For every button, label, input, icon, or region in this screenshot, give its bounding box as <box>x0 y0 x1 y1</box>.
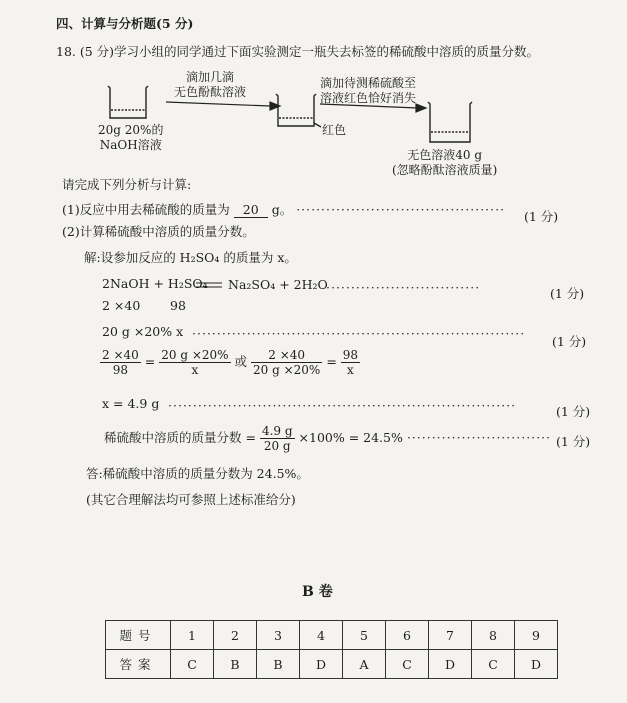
table-cell: 3 <box>257 621 300 650</box>
instructions: 请完成下列分析与计算: <box>62 177 192 192</box>
table-cell: 1 <box>171 621 214 650</box>
table-cell: 9 <box>515 621 558 650</box>
section-title: 四、计算与分析题(5 分) <box>56 16 194 31</box>
q1-answer-blank: 20 <box>234 202 268 218</box>
x-score: (1 分) <box>556 404 591 419</box>
table-cell: B <box>214 650 257 679</box>
step2-label: 滴加待测稀硫酸至 溶液红色恰好消失 <box>320 76 417 105</box>
equation-lhs: 2NaOH + H₂SO₄ <box>102 276 208 291</box>
problem-stem: 18. (5 分)学习小组的同学通过下面实验测定一瓶失去标签的稀硫酸中溶质的质量分数。 <box>56 44 540 59</box>
ratio-right: 98 <box>170 298 186 313</box>
section-b-title: B 卷 <box>302 584 333 600</box>
solution-setup: 解:设参加反应的 H₂SO₄ 的质量为 x。 <box>84 250 297 265</box>
equation-score: (1 分) <box>550 286 585 301</box>
table-cell: C <box>472 650 515 679</box>
beaker3-label: 无色溶液40 g (忽略酚酞溶液质量) <box>392 148 498 177</box>
beaker-naoh <box>108 86 148 118</box>
table-cell: C <box>171 650 214 679</box>
question-1: (1)反应中用去稀硫酸的质量为 20 g。 ·········································· <box>62 202 506 217</box>
table-cell: B <box>257 650 300 679</box>
equation-rhs: Na₂SO₄ + 2H₂O <box>228 277 328 292</box>
table-header-number: 题号 <box>106 621 171 650</box>
proportion-line: $\frac{2 \times 40}{98}$ = $\frac{20 g \times 20\%}{x}$ 或 $\frac{2 \times 40}{20 g \times 20\%}$ = $\frac{98}{x}$ <box>102 348 359 377</box>
table-cell: D <box>515 650 558 679</box>
q1-score: (1 分) <box>524 209 559 224</box>
beaker-colorless-solution <box>428 102 472 142</box>
values-line: 20 g ×20% x <box>102 324 184 339</box>
table-cell: C <box>386 650 429 679</box>
table-row <box>106 650 558 679</box>
table-header-answer: 答案 <box>106 650 171 679</box>
table-cell: D <box>429 650 472 679</box>
x-result: x = 4.9 g <box>102 396 160 411</box>
table-cell: 8 <box>472 621 515 650</box>
question-2: (2)计算稀硫酸中溶质的质量分数。 <box>62 224 255 239</box>
arrow-add-phenolphthalein <box>166 102 280 110</box>
mf-score: (1 分) <box>556 434 591 449</box>
step1-label: 滴加几滴 无色酚酞溶液 <box>174 70 247 99</box>
ratio-left: 2 ×40 <box>102 298 141 313</box>
beaker-red-solution <box>276 94 321 127</box>
table-cell: 2 <box>214 621 257 650</box>
beaker1-label: 20g 20%的 NaOH溶液 <box>98 123 164 152</box>
table-row <box>106 621 558 650</box>
answer-table <box>105 620 558 679</box>
beaker2-label: 红色 <box>322 123 347 137</box>
mass-fraction-line: 稀硫酸中溶质的质量分数 = $\frac{4.9 g}{20 g}$ ×100% = 24.5% ····························· <box>104 424 552 453</box>
grading-note: (其它合理解法均可参照上述标准给分) <box>86 492 296 507</box>
table-cell: A <box>343 650 386 679</box>
table-cell: 6 <box>386 621 429 650</box>
exam-answer-page: 四、计算与分析题(5 分) 18. (5 分)学习小组的同学通过下面实验测定一瓶失去标签的稀硫酸中溶质的质量分数。 滴加几滴 无色酚酞溶液 滴加待测稀硫酸至 溶液红色恰好消失 20g 20%的 NaOH溶液 红色 无色溶液40 g (忽略酚酞溶液质量) 请完成下列分析与计算: (1)反应中用去稀硫酸的质量为 20 g。 ·········································· (1 分) (2)计算稀硫酸中溶质的质量分数。 解:设参加反应的 H₂SO₄ 的质量为 x。 2NaOH + H₂SO₄ Na₂SO₄ + 2H₂O ······························· (1 分) 2 ×40 98 20 g ×20% x ··································································· (1 分) $\frac{2 \times 40}{98}$ = $\frac{20 g \times 20\%}{x}$ 或 $\frac{2 \times 40}{20 g \times 20\%}$ = $\frac{98}{x}$ x = 4.9 g ······································································ (1 分) 稀硫酸中溶质的质量分数 = $\frac{4.9 g}{20 g}$ ×100% = 24.5% ····························· (1 分) 答:稀硫酸中溶质的质量分数为 24.5%。 (其它合理解法均可参照上述标准给分) B 卷 题号 1 2 3 4 5 6 7 8 9 答案 C B B D A C D C D <box>0 0 627 703</box>
table-cell: 4 <box>300 621 343 650</box>
table-cell: 5 <box>343 621 386 650</box>
table-cell: D <box>300 650 343 679</box>
table-cell: 7 <box>429 621 472 650</box>
answer-statement: 答:稀硫酸中溶质的质量分数为 24.5%。 <box>86 466 309 481</box>
values-score: (1 分) <box>552 334 587 349</box>
